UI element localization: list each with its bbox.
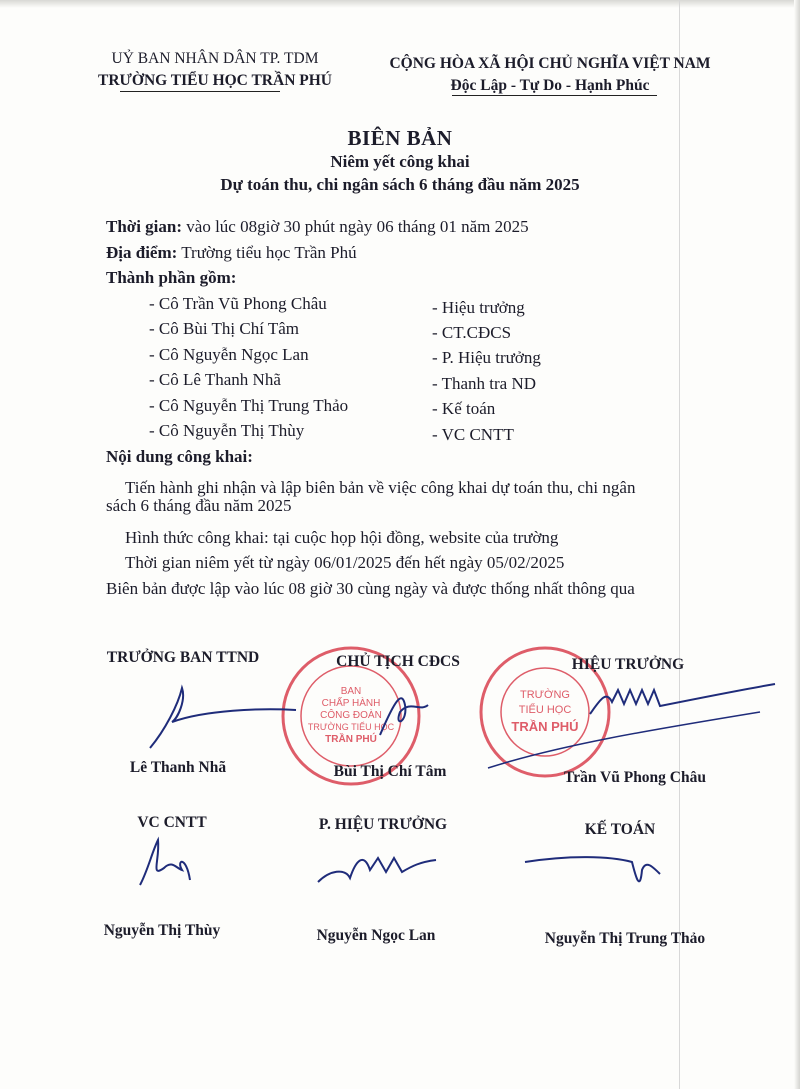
school-name: TRƯỜNG TIỂU HỌC TRẦN PHÚ [98, 72, 332, 89]
member-role: - VC CNTT [432, 425, 514, 444]
content-paragraph: sách 6 tháng đầu năm 2025 [106, 496, 292, 515]
svg-text:TRẦN PHÚ: TRẦN PHÚ [511, 719, 579, 734]
signature-hieu-truong [590, 684, 775, 714]
member-name: - Cô Nguyễn Thị Thùy [149, 421, 305, 440]
svg-text:TIỂU HỌC: TIỂU HỌC [518, 704, 572, 716]
content-paragraph: Hình thức công khai: tại cuộc họp hội đồng, website của trường [125, 528, 559, 547]
signature-name: Nguyễn Thị Thùy [103, 922, 221, 939]
country-name: CỘNG HÒA XÃ HỘI CHỦ NGHĨA VIỆT NAM [389, 55, 711, 72]
signature-title: TRƯỞNG BAN TTND [106, 649, 260, 666]
place-label: Địa điểm: [106, 243, 178, 262]
signature-title: P. HIỆU TRƯỞNG [318, 816, 448, 833]
content-paragraph: Tiến hành ghi nhận và lập biên bản về việc công khai dự toán thu, chi ngân [125, 478, 636, 497]
member-role: - Kế toán [432, 399, 496, 418]
signature-name: Bùi Thị Chí Tâm [333, 763, 447, 780]
content-paragraph: Thời gian niêm yết từ ngày 06/01/2025 đến hết ngày 05/02/2025 [125, 553, 565, 572]
svg-text:TRƯỜNG: TRƯỜNG [520, 689, 570, 701]
svg-text:CÔNG ĐOÀN: CÔNG ĐOÀN [320, 710, 382, 721]
signature-name: Trần Vũ Phong Châu [564, 769, 706, 786]
svg-text:CHẤP HÀNH: CHẤP HÀNH [321, 698, 381, 709]
signature-name: Nguyễn Thị Trung Thảo [544, 930, 706, 947]
member-role: - Hiệu trưởng [432, 298, 525, 317]
member-name: - Cô Nguyễn Thị Trung Thảo [149, 396, 349, 415]
authority-name: UỶ BAN NHÂN DÂN TP. TDM [111, 50, 319, 67]
signature-truong-ban [150, 688, 296, 748]
member-role: - CT.CĐCS [432, 323, 512, 342]
signature-ke-toan [525, 857, 660, 881]
signature-name: Lê Thanh Nhã [129, 759, 227, 776]
signature-p-hieu-truong [318, 858, 436, 882]
svg-text:BAN: BAN [340, 686, 362, 697]
member-name: - Cô Trần Vũ Phong Châu [149, 294, 327, 313]
signature-title: KẾ TOÁN [584, 821, 656, 838]
document-subtitle: Dự toán thu, chi ngân sách 6 tháng đầu năm 2025 [220, 175, 580, 194]
motto: Độc Lập - Tự Do - Hạnh Phúc [450, 77, 650, 94]
member-name: - Cô Bùi Thị Chí Tâm [149, 319, 300, 338]
time-value: vào lúc 08giờ 30 phút ngày 06 tháng 01 năm 2025 [186, 217, 529, 236]
signature-title: HIỆU TRƯỞNG [571, 656, 685, 673]
signature-title: VC CNTT [137, 814, 207, 831]
document-subtitle: Niêm yết công khai [330, 152, 470, 171]
content-label: Nội dung công khai: [106, 447, 253, 466]
svg-text:TRẦN PHÚ: TRẦN PHÚ [325, 734, 377, 745]
svg-text:TRƯỜNG TIỂU HỌC: TRƯỜNG TIỂU HỌC [307, 722, 395, 732]
members-label: Thành phần gồm: [106, 268, 237, 287]
signature-name: Nguyễn Ngọc Lan [316, 927, 436, 944]
document-title: BIÊN BẢN [347, 126, 453, 150]
member-role: - Thanh tra ND [432, 374, 537, 393]
signature-vc-cntt [140, 840, 190, 885]
member-name: - Cô Lê Thanh Nhã [149, 370, 281, 389]
member-role: - P. Hiệu trưởng [432, 348, 541, 367]
time-label: Thời gian: [106, 217, 183, 236]
place-value: Trường tiểu học Trần Phú [181, 243, 357, 262]
signature-title: CHỦ TỊCH CĐCS [336, 653, 460, 670]
member-name: - Cô Nguyễn Ngọc Lan [149, 345, 309, 364]
content-paragraph: Biên bản được lập vào lúc 08 giờ 30 cùng ngày và được thống nhất thông qua [106, 579, 635, 598]
